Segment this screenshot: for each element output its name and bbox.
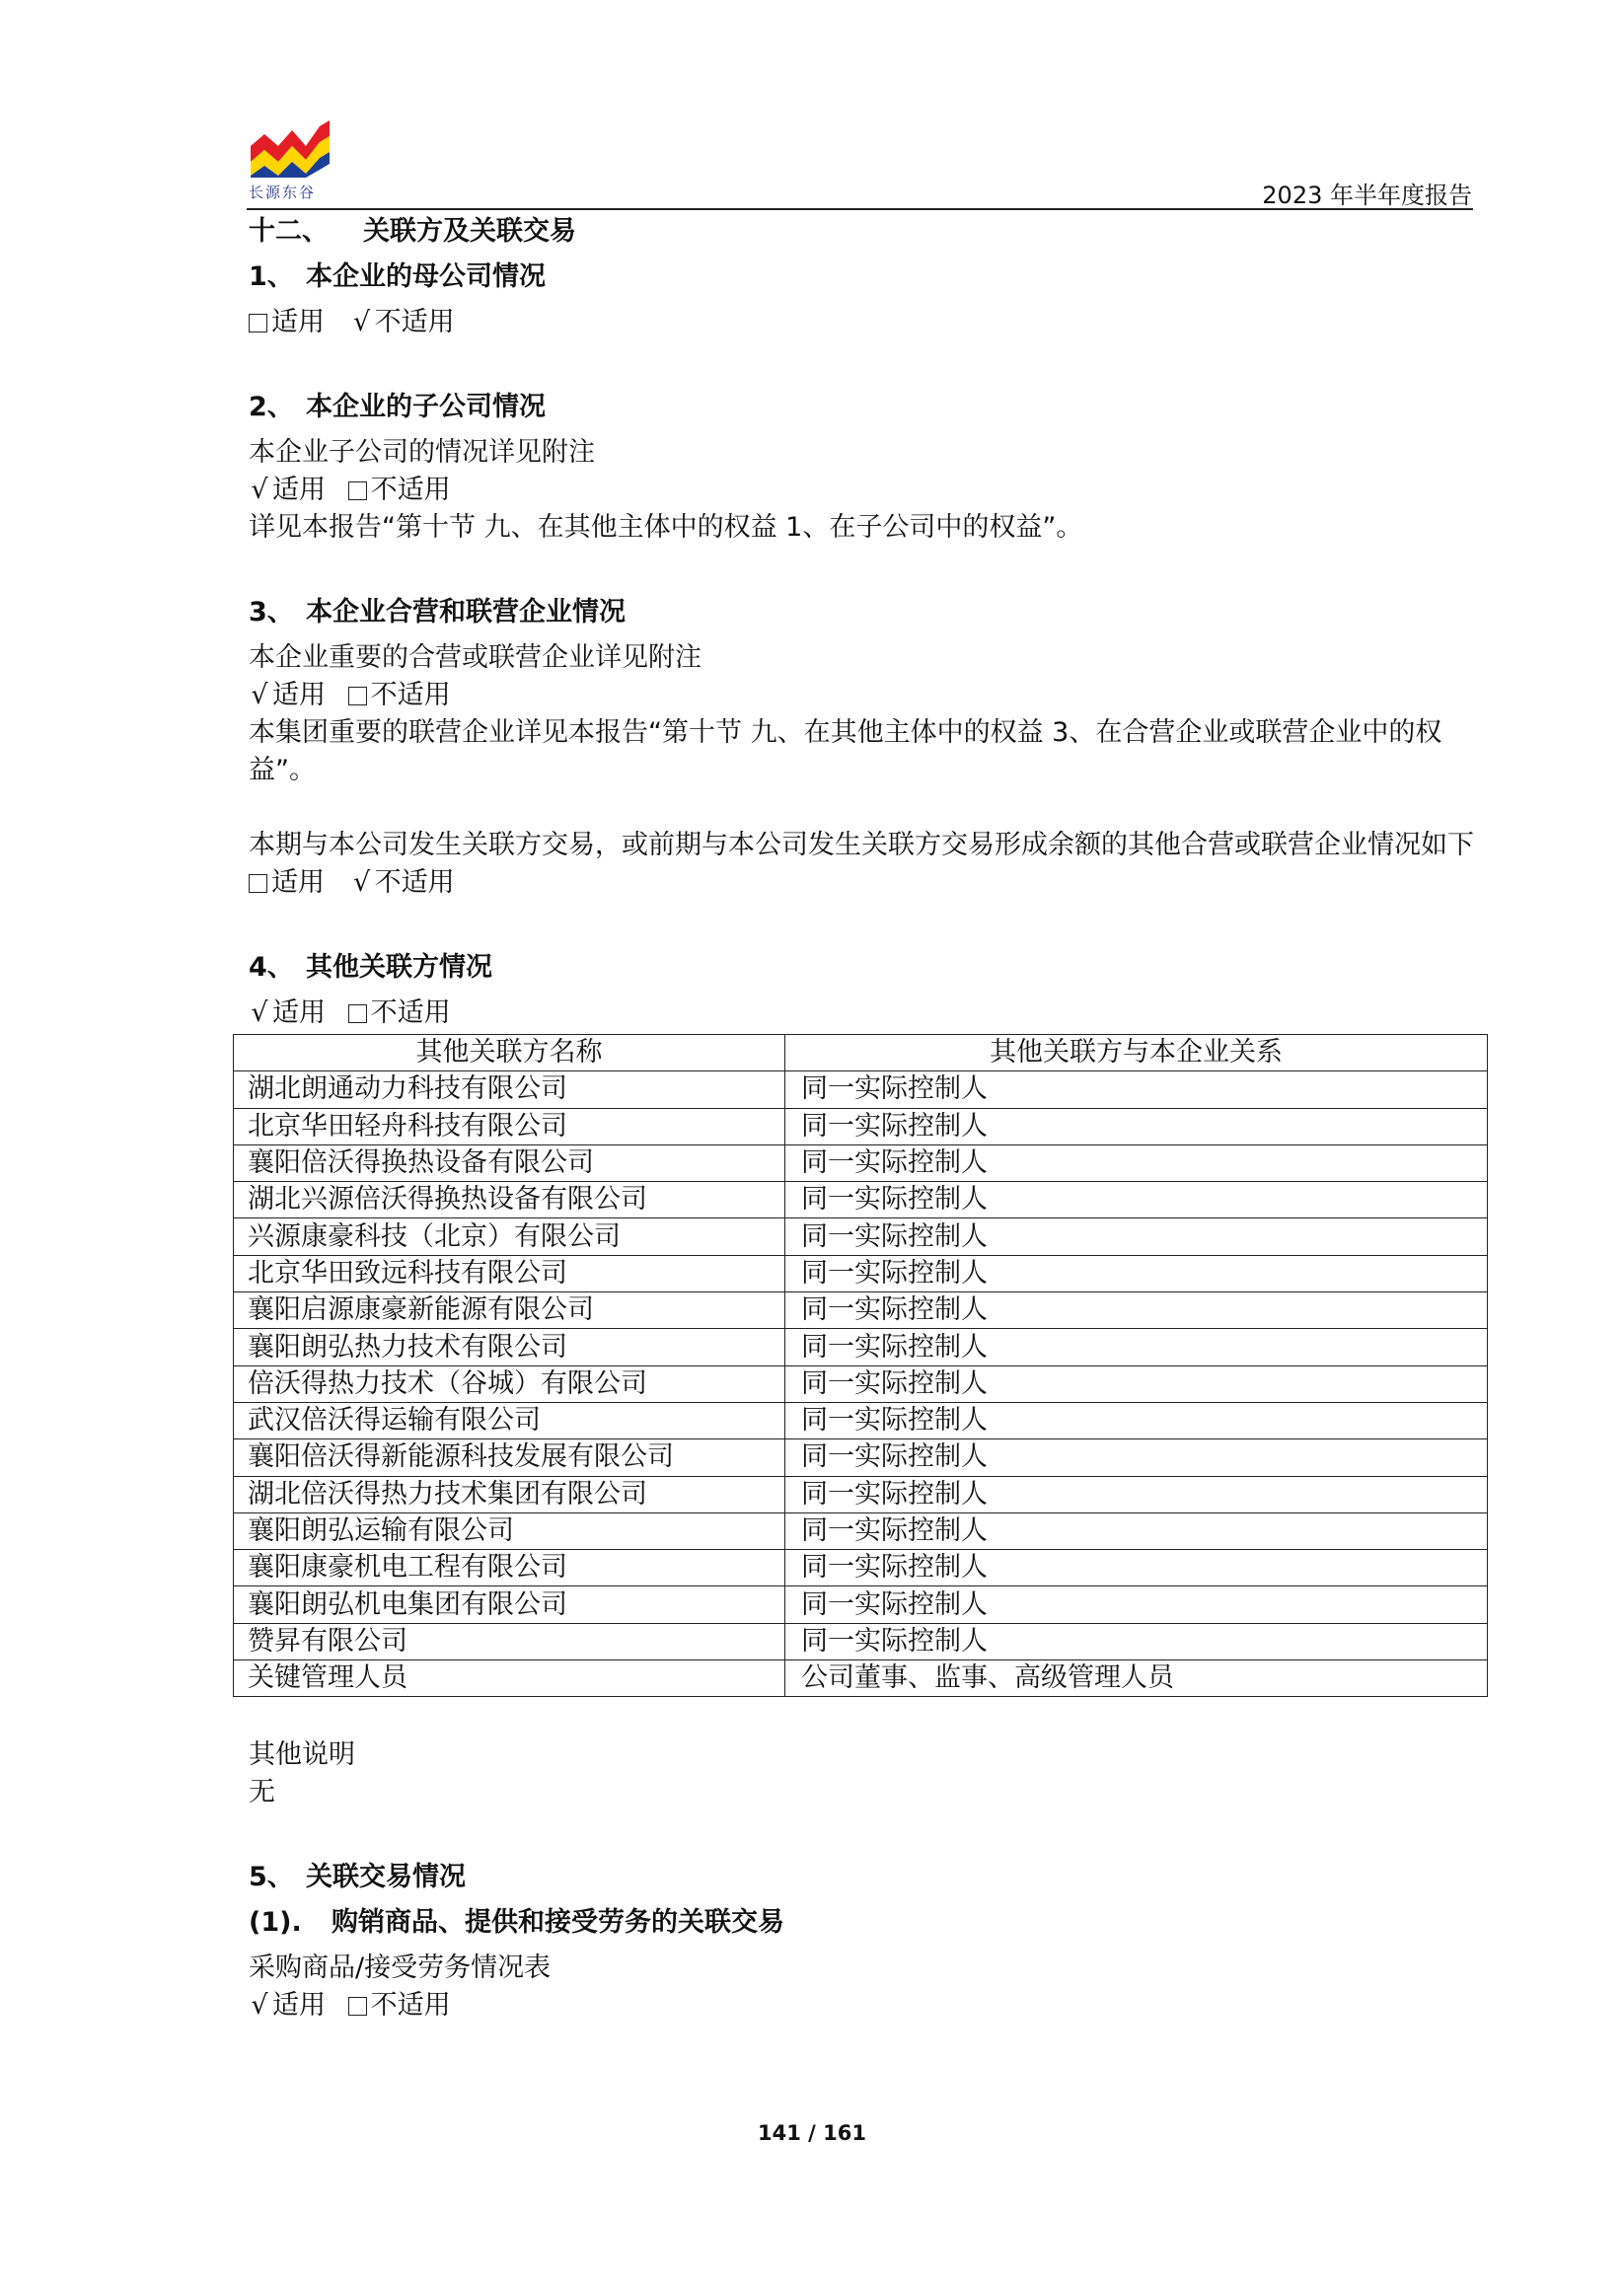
checkbox-empty-icon xyxy=(348,481,367,500)
related-party-name-cell: 倍沃得热力技术（谷城）有限公司 xyxy=(234,1365,785,1402)
not-applicable-label: 不适用 xyxy=(374,867,455,898)
table-row xyxy=(234,1402,1488,1438)
applicability-line xyxy=(249,1987,1477,2025)
table-row xyxy=(234,1660,1488,1697)
table-header-row xyxy=(234,1035,1488,1071)
subsection-number: 2、 xyxy=(249,392,294,422)
table-row xyxy=(234,1292,1488,1329)
checkmark-icon: √ xyxy=(352,867,371,898)
paragraph: 详见本报告“第十节 九、在其他主体中的权益 1、在子公司中的权益”。 xyxy=(249,512,1083,543)
applicability-line xyxy=(249,864,1477,902)
relationship-cell: 同一实际控制人 xyxy=(785,1512,1488,1549)
subsection-4-heading xyxy=(249,949,1477,987)
subsection-title: 关联交易情况 xyxy=(306,1862,466,1893)
logo-text: 长源东谷 xyxy=(249,184,317,201)
table-row xyxy=(234,1476,1488,1512)
related-party-name-cell: 北京华田致远科技有限公司 xyxy=(234,1255,785,1291)
related-party-name-cell: 武汉倍沃得运输有限公司 xyxy=(234,1402,785,1438)
checkbox-empty-icon xyxy=(348,1004,367,1023)
column-header: 其他关联方与本企业关系 xyxy=(785,1035,1488,1071)
table-row xyxy=(234,1550,1488,1586)
checkmark-icon: √ xyxy=(251,997,268,1028)
other-notes-value: 无 xyxy=(249,1777,275,1808)
checkmark-icon: √ xyxy=(251,1990,268,2022)
subsection-number: 1、 xyxy=(249,261,294,292)
applicability-line xyxy=(249,304,1477,341)
related-party-name-cell: 襄阳朗弘热力技术有限公司 xyxy=(234,1329,785,1365)
relationship-cell: 同一实际控制人 xyxy=(785,1623,1488,1659)
relationship-cell: 同一实际控制人 xyxy=(785,1365,1488,1402)
related-party-name-cell: 湖北倍沃得热力技术集团有限公司 xyxy=(234,1476,785,1512)
table-row xyxy=(234,1439,1488,1476)
relationship-cell: 同一实际控制人 xyxy=(785,1218,1488,1255)
checkmark-icon: √ xyxy=(352,307,371,337)
relationship-cell: 同一实际控制人 xyxy=(785,1108,1488,1144)
table-row xyxy=(234,1218,1488,1255)
table-caption: 采购商品/接受劳务情况表 xyxy=(249,1953,552,1984)
applicability-line xyxy=(249,472,1477,509)
logo-flag-icon xyxy=(249,116,332,178)
related-party-name-cell: 襄阳倍沃得新能源科技发展有限公司 xyxy=(234,1439,785,1476)
related-party-name-cell: 兴源康豪科技（北京）有限公司 xyxy=(234,1218,785,1255)
applicable-label: 适用 xyxy=(272,680,326,710)
paragraph: 本企业重要的合营或联营企业详见附注 xyxy=(249,642,701,673)
table-row xyxy=(234,1182,1488,1218)
relationship-cell: 同一实际控制人 xyxy=(785,1476,1488,1512)
sub-subsection-heading xyxy=(249,1904,1477,1942)
related-party-name-cell: 襄阳朗弘机电集团有限公司 xyxy=(234,1586,785,1623)
checkbox-empty-icon xyxy=(348,687,367,705)
applicable-label: 适用 xyxy=(272,475,326,505)
subsection-1-heading xyxy=(249,258,1477,296)
paragraph: 本企业子公司的情况详见附注 xyxy=(249,437,595,468)
checkbox-empty-icon xyxy=(348,1997,367,2016)
relationship-cell: 同一实际控制人 xyxy=(785,1402,1488,1438)
main-content xyxy=(249,213,1477,2025)
table-row xyxy=(234,1512,1488,1549)
report-title: 2023 年半年度报告 xyxy=(1262,182,1472,209)
checkbox-empty-icon xyxy=(249,874,267,893)
relationship-cell: 同一实际控制人 xyxy=(785,1550,1488,1586)
relationship-cell: 同一实际控制人 xyxy=(785,1586,1488,1623)
paragraph: 本期与本公司发生关联方交易，或前期与本公司发生关联方交易形成余额的其他合营或联营企业情况如下 xyxy=(249,830,1474,860)
relationship-cell: 同一实际控制人 xyxy=(785,1182,1488,1218)
checkbox-empty-icon xyxy=(249,314,267,332)
relationship-cell: 公司董事、监事、高级管理人员 xyxy=(785,1660,1488,1697)
not-applicable-label: 不适用 xyxy=(370,475,451,505)
sub-subsection-title: 购销商品、提供和接受劳务的关联交易 xyxy=(332,1907,784,1939)
related-party-name-cell: 襄阳启源康豪新能源有限公司 xyxy=(234,1292,785,1329)
table-row xyxy=(234,1329,1488,1365)
table-row xyxy=(234,1071,1488,1108)
not-applicable-label: 不适用 xyxy=(374,307,455,337)
related-parties-table xyxy=(233,1034,1488,1697)
table-row xyxy=(234,1144,1488,1181)
subsection-5-heading xyxy=(249,1859,1477,1896)
section-number: 十二、 xyxy=(249,216,329,247)
table-row xyxy=(234,1586,1488,1623)
section-heading xyxy=(249,213,1477,251)
relationship-cell: 同一实际控制人 xyxy=(785,1255,1488,1291)
relationship-cell: 同一实际控制人 xyxy=(785,1292,1488,1329)
applicable-label: 适用 xyxy=(271,307,325,337)
subsection-number: 4、 xyxy=(249,952,294,983)
not-applicable-label: 不适用 xyxy=(370,997,451,1028)
related-party-name-cell: 襄阳康豪机电工程有限公司 xyxy=(234,1550,785,1586)
subsection-number: 5、 xyxy=(249,1862,294,1893)
subsection-title: 其他关联方情况 xyxy=(306,952,492,983)
subsection-3-heading xyxy=(249,594,1477,631)
relationship-cell: 同一实际控制人 xyxy=(785,1144,1488,1181)
sub-subsection-number: (1). xyxy=(249,1907,302,1939)
subsection-title: 本企业合营和联营企业情况 xyxy=(306,597,626,627)
page-number: 141 / 161 xyxy=(758,2121,866,2145)
related-party-name-cell: 湖北朗通动力科技有限公司 xyxy=(234,1071,785,1108)
subsection-number: 3、 xyxy=(249,597,294,627)
related-party-name-cell: 湖北兴源倍沃得换热设备有限公司 xyxy=(234,1182,785,1218)
relationship-cell: 同一实际控制人 xyxy=(785,1071,1488,1108)
table-row xyxy=(234,1365,1488,1402)
related-party-name-cell: 襄阳朗弘运输有限公司 xyxy=(234,1512,785,1549)
subsection-title: 本企业的母公司情况 xyxy=(306,261,546,292)
subsection-title: 本企业的子公司情况 xyxy=(306,392,546,422)
related-party-name-cell: 赞昇有限公司 xyxy=(234,1623,785,1659)
header-divider xyxy=(247,208,1473,210)
applicable-label: 适用 xyxy=(271,867,325,898)
related-party-name-cell: 北京华田轻舟科技有限公司 xyxy=(234,1108,785,1144)
applicability-line xyxy=(249,677,1477,714)
table-row xyxy=(234,1108,1488,1144)
related-party-name-cell: 襄阳倍沃得换热设备有限公司 xyxy=(234,1144,785,1181)
applicable-label: 适用 xyxy=(272,997,326,1028)
not-applicable-label: 不适用 xyxy=(370,680,451,710)
paragraph: 本集团重要的联营企业详见本报告“第十节 九、在其他主体中的权益 3、在合营企业或联营企业中的权益”。 xyxy=(249,717,1442,785)
section-title: 关联方及关联交易 xyxy=(363,216,576,247)
checkmark-icon: √ xyxy=(251,475,268,505)
table-row xyxy=(234,1623,1488,1659)
related-party-name-cell: 关键管理人员 xyxy=(234,1660,785,1697)
table-row xyxy=(234,1255,1488,1291)
other-notes-label: 其他说明 xyxy=(249,1739,355,1771)
applicable-label: 适用 xyxy=(272,1990,326,2022)
relationship-cell: 同一实际控制人 xyxy=(785,1439,1488,1476)
relationship-cell: 同一实际控制人 xyxy=(785,1329,1488,1365)
applicability-line xyxy=(249,995,1477,1032)
subsection-2-heading xyxy=(249,389,1477,426)
column-header: 其他关联方名称 xyxy=(234,1035,785,1071)
checkmark-icon: √ xyxy=(251,680,268,710)
company-logo xyxy=(249,116,332,203)
not-applicable-label: 不适用 xyxy=(370,1990,451,2022)
